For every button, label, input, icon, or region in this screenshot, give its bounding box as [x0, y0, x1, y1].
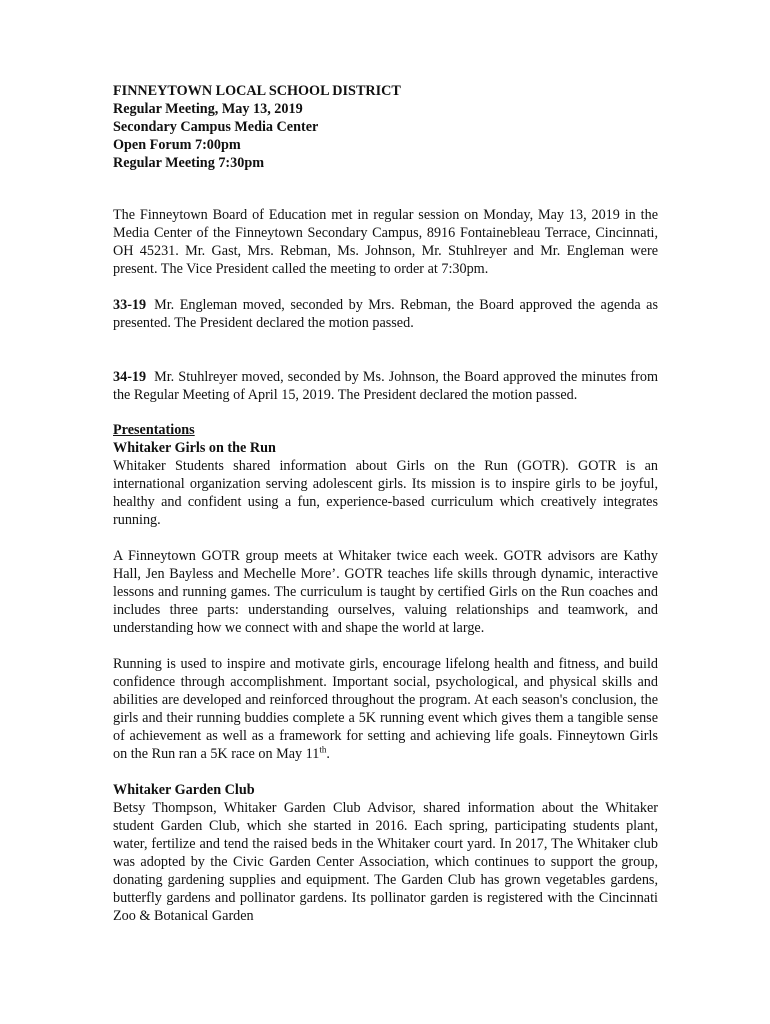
motion-number: 34-19 — [113, 369, 147, 385]
gotr-title: Whitaker Girls on the Run — [113, 440, 276, 456]
motion-33-19 — [113, 296, 658, 332]
ordinal-suffix: th — [319, 744, 327, 755]
open-forum-time: Open Forum 7:00pm — [113, 137, 241, 153]
intro-paragraph: The Finneytown Board of Education met in regular session on Monday, May 13, 2019 in the Media Center of the Finneytown Secondary Campus, 8916 Fontainebleau Terrace, Cincinnati, OH 45231. Mr. Gast, Mrs. Rebman, Ms. Johnson, Mr. Stuhlreyer and Mr. Engleman were present. The Vice President called the meeting to order at 7:30pm. — [113, 207, 658, 277]
gotr-paragraph-3-text: Running is used to inspire and motivate girls, encourage lifelong health and fitness, and build confidence through accomplishment. Important social, psychological, and physical skills and abilities are developed and reinforced throughout the program. At each season's conclusion, the girls and their running buddies complete a 5K running event which gives them a tangible sense of achievement as well as a framework for setting and achieving life goals. Finneytown Girls on the Run ran a 5K race on May 11 — [113, 656, 658, 762]
gotr-paragraph-3 — [113, 655, 658, 763]
garden-club-title: Whitaker Garden Club — [113, 782, 255, 798]
regular-meeting-time: Regular Meeting 7:30pm — [113, 155, 265, 171]
district-name: FINNEYTOWN LOCAL SCHOOL DISTRICT — [113, 83, 401, 99]
motion-34-19 — [113, 368, 658, 404]
presentations-heading: Presentations — [113, 422, 195, 438]
gotr-paragraph-3-end: . — [326, 746, 330, 762]
gotr-paragraph-2: A Finneytown GOTR group meets at Whitaker twice each week. GOTR advisors are Kathy Hall, Jen Bayless and Mechelle More’. GOTR teaches life skills through dynamic, interactive lessons and running games. The curriculum is taught by certified Girls on the Run coaches and includes three parts: understanding ourselves, valuing relationships and teamwork, and understanding how we connect with and shape the world at large. — [113, 548, 658, 636]
motion-text: Mr. Stuhlreyer moved, seconded by Ms. Johnson, the Board approved the minutes from the Regular Meeting of April 15, 2019. The President declared the motion passed. — [113, 369, 658, 403]
garden-club-paragraph: Betsy Thompson, Whitaker Garden Club Advisor, shared information about the Whitaker student Garden Club, which she started in 2016. Each spring, participating students plant, water, fertilize and tend the raised beds in the Whitaker court yard. In 2017, The Whitaker club was adopted by the Civic Garden Center Association, which continues to support the group, donating gardening supplies and equipment. The Garden Club has grown vegetables gardens, butterfly gardens and pollinator gardens. Its pollinator garden is registered with the Cincinnati Zoo & Botanical Garden — [113, 800, 658, 924]
meeting-location: Secondary Campus Media Center — [113, 119, 319, 135]
motion-text: Mr. Engleman moved, seconded by Mrs. Rebman, the Board approved the agenda as presented. The President declared the motion passed. — [113, 297, 658, 331]
gotr-paragraph-1: Whitaker Students shared information about Girls on the Run (GOTR). GOTR is an international organization serving adolescent girls. Its mission is to inspire girls to be joyful, healthy and confident using a fun, experience-based curriculum which creatively integrates running. — [113, 458, 658, 528]
motion-number: 33-19 — [113, 297, 147, 313]
meeting-header — [113, 82, 658, 172]
meeting-date: Regular Meeting, May 13, 2019 — [113, 101, 303, 117]
